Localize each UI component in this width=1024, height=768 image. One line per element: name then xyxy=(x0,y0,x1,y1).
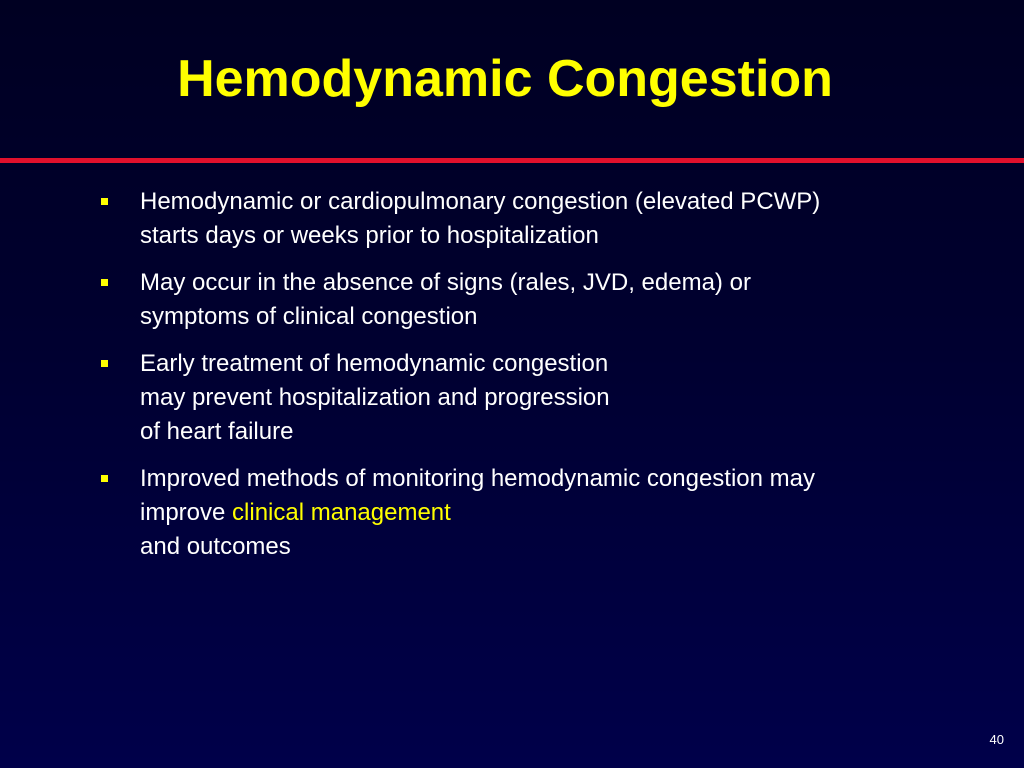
bullet-text-line: Early treatment of hemodynamic congestion xyxy=(140,350,609,377)
bullet-text-line: symptoms of clinical congestion xyxy=(140,303,478,330)
bullet-item xyxy=(98,185,978,253)
bullet-list xyxy=(98,185,978,577)
bullet-item xyxy=(98,266,978,334)
bullet-item xyxy=(98,347,978,449)
bullet-text-line: Hemodynamic or cardiopulmonary congestion (elevated PCWP) xyxy=(140,188,821,215)
bullet-text-line: starts days or weeks prior to hospitalization xyxy=(140,222,599,249)
page-number: 40 xyxy=(989,732,1004,747)
bullet-text-line: and outcomes xyxy=(140,533,291,560)
bullet-square-icon xyxy=(101,198,108,205)
bullet-item xyxy=(98,462,978,564)
highlighted-text: clinical management xyxy=(232,499,451,526)
bullet-text-line: Improved methods of monitoring hemodynamic congestion may xyxy=(140,465,815,492)
bullet-square-icon xyxy=(101,360,108,367)
bullet-text-line: may prevent hospitalization and progression xyxy=(140,384,610,411)
title-divider xyxy=(0,158,1024,163)
slide-title: Hemodynamic Congestion xyxy=(177,50,833,108)
bullet-square-icon xyxy=(101,475,108,482)
bullet-text-prefix: improve xyxy=(140,499,233,526)
bullet-text-line: May occur in the absence of signs (rales, JVD, edema) or xyxy=(140,269,751,296)
bullet-text-line-mixed xyxy=(140,496,978,530)
bullet-square-icon xyxy=(101,279,108,286)
bullet-text-line: of heart failure xyxy=(140,418,294,445)
